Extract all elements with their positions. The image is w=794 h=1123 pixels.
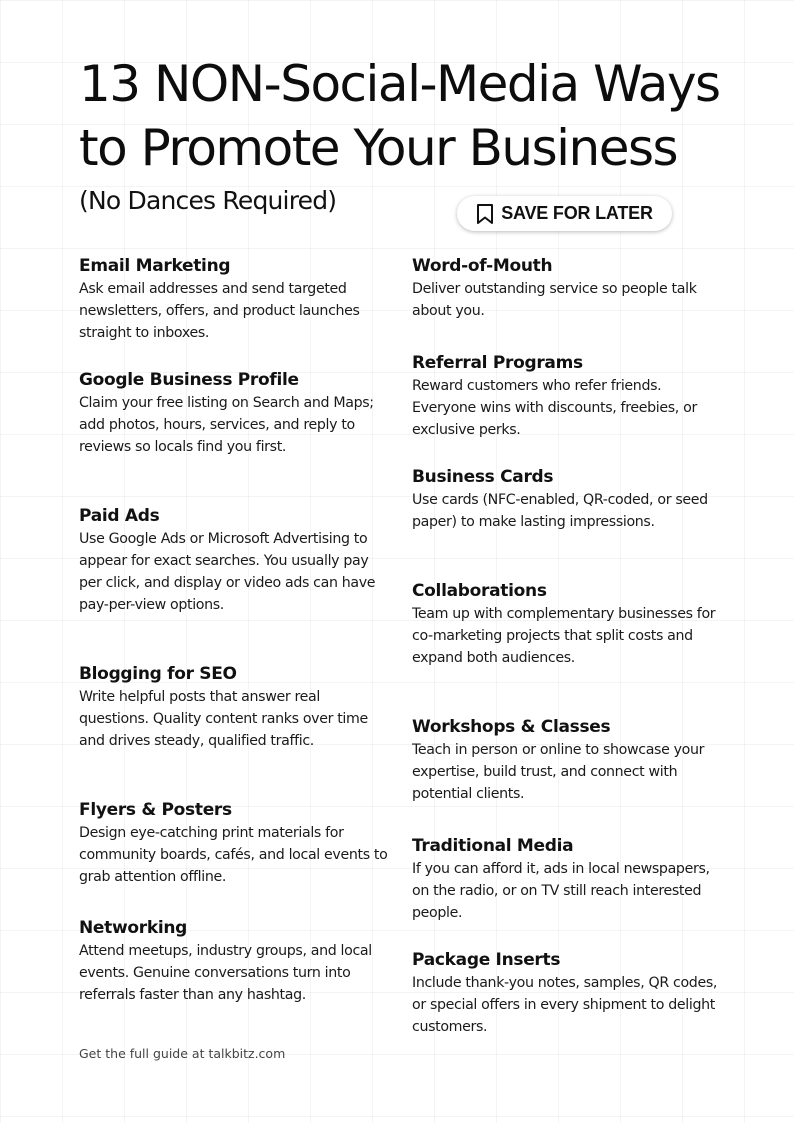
tip-email-marketing — [79, 255, 389, 344]
tip-description: Use cards (NFC-enabled, QR-coded, or seed paper) to make lasting impressions. — [412, 492, 708, 530]
tip-title: Email Marketing — [79, 256, 231, 276]
title-line-2: to Promote Your Business — [79, 119, 678, 177]
tip-title: Google Business Profile — [79, 370, 299, 390]
tip-title: Business Cards — [412, 467, 554, 487]
tip-description: If you can afford it, ads in local newspapers, on the radio, or on TV still reach interested people. — [412, 861, 710, 921]
page-subtitle: (No Dances Required) — [79, 186, 337, 215]
tip-title: Flyers & Posters — [79, 800, 232, 820]
save-for-later-button[interactable] — [457, 196, 672, 231]
tip-collaborations — [412, 580, 718, 669]
tip-business-cards — [412, 466, 718, 533]
tip-description: Deliver outstanding service so people talk about you. — [412, 281, 697, 319]
tip-description: Reward customers who refer friends. Everyone wins with discounts, freebies, or exclusive perks. — [412, 378, 697, 438]
tip-title: Referral Programs — [412, 353, 583, 373]
tip-description: Claim your free listing on Search and Maps; add photos, hours, services, and reply to reviews so locals find you first. — [79, 395, 374, 455]
tip-description: Team up with complementary businesses for co-marketing projects that split costs and expand both audiences. — [412, 606, 716, 666]
tip-description: Teach in person or online to showcase your expertise, build trust, and connect with potential clients. — [412, 742, 705, 802]
tip-word-of-mouth — [412, 255, 718, 322]
tip-workshops-classes — [412, 716, 718, 805]
tip-referral-programs — [412, 352, 718, 441]
tip-flyers-posters — [79, 799, 389, 888]
tip-description: Attend meetups, industry groups, and local events. Genuine conversations turn into referrals faster than any hashtag. — [79, 943, 372, 1003]
tip-description: Ask email addresses and send targeted newsletters, offers, and product launches straight to inboxes. — [79, 281, 360, 341]
tip-description: Use Google Ads or Microsoft Advertising to appear for exact searches. You usually pay per click, and display or video ads can have pay-per-view options. — [79, 531, 376, 613]
tip-description: Write helpful posts that answer real questions. Quality content ranks over time and drives steady, qualified traffic. — [79, 689, 368, 749]
tip-package-inserts — [412, 949, 718, 1038]
tip-description: Design eye-catching print materials for community boards, cafés, and local events to grab attention offline. — [79, 825, 388, 885]
footer-guide-link[interactable]: Get the full guide at talkbitz.com — [79, 1046, 286, 1061]
title-line-1: 13 NON-Social-Media Ways — [79, 55, 720, 113]
save-for-later-label: SAVE FOR LATER — [501, 203, 653, 223]
tip-title: Blogging for SEO — [79, 664, 237, 684]
tip-title: Collaborations — [412, 581, 547, 601]
tip-paid-ads — [79, 505, 389, 616]
tip-google-business-profile — [79, 369, 389, 458]
tip-description: Include thank-you notes, samples, QR codes, or special offers in every shipment to delight customers. — [412, 975, 718, 1035]
tip-title: Workshops & Classes — [412, 717, 611, 737]
tip-blogging-for-seo — [79, 663, 389, 752]
bookmark-icon — [476, 203, 494, 225]
tip-title: Paid Ads — [79, 506, 160, 526]
page-title — [79, 52, 720, 180]
tip-networking — [79, 917, 389, 1006]
tip-title: Networking — [79, 918, 188, 938]
tip-title: Word-of-Mouth — [412, 256, 553, 276]
tip-traditional-media — [412, 835, 718, 924]
tip-title: Traditional Media — [412, 836, 574, 856]
tip-title: Package Inserts — [412, 950, 561, 970]
